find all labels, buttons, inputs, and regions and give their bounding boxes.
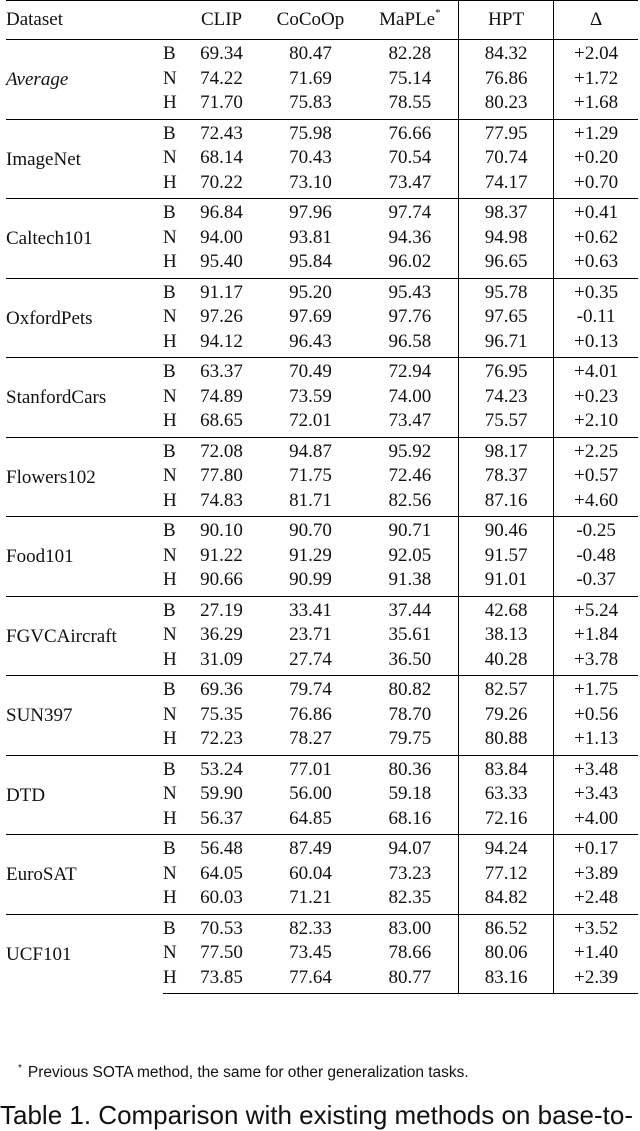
split-label: H bbox=[162, 807, 177, 829]
dataset-group bbox=[6, 358, 638, 438]
cell-delta: +0.56 bbox=[574, 703, 619, 725]
cell-delta: +0.41 bbox=[554, 199, 638, 226]
cell-delta: -0.11 bbox=[576, 306, 616, 327]
cell-cocoop: 80.47 bbox=[289, 43, 332, 64]
split-label: N bbox=[162, 67, 177, 89]
split-label: H bbox=[162, 648, 177, 670]
cell-maple: 80.36 bbox=[362, 755, 459, 782]
cell-cocoop: 95.84 bbox=[289, 251, 332, 272]
cell-clip: 74.89 bbox=[200, 385, 243, 407]
cell-delta: +5.24 bbox=[554, 596, 638, 623]
cell-hpt: 96.65 bbox=[459, 250, 554, 278]
cell-cocoop: 79.74 bbox=[259, 676, 362, 703]
cell-delta: +0.13 bbox=[574, 330, 619, 352]
header-dataset: Dataset bbox=[6, 1, 163, 40]
cell-clip: 72.08 bbox=[184, 437, 259, 464]
cell-clip: 36.29 bbox=[200, 624, 243, 645]
dataset-group bbox=[6, 437, 638, 517]
cell-maple: 96.02 bbox=[388, 251, 432, 272]
cell-maple: 35.61 bbox=[388, 624, 432, 645]
cell-delta: +0.57 bbox=[574, 465, 619, 486]
cell-clip: 91.22 bbox=[200, 544, 243, 566]
cell-hpt: 40.28 bbox=[459, 648, 554, 676]
cell-cocoop: 82.33 bbox=[259, 914, 362, 941]
footnote-text: Previous SOTA method, the same for other generalization tasks. bbox=[27, 1064, 469, 1081]
cell-maple: 68.16 bbox=[388, 807, 432, 829]
cell-clip: 74.83 bbox=[200, 489, 243, 511]
table-row bbox=[6, 914, 638, 941]
dataset-name: Flowers102 bbox=[6, 437, 163, 517]
cell-maple: 94.36 bbox=[388, 226, 432, 248]
cell-maple: 80.82 bbox=[362, 676, 459, 703]
split-label: H bbox=[162, 728, 177, 749]
cell-hpt: 84.82 bbox=[459, 886, 554, 914]
cell-clip: 27.19 bbox=[184, 596, 259, 623]
table-row bbox=[6, 199, 638, 226]
cell-hpt: 91.01 bbox=[459, 568, 554, 596]
split-label: B bbox=[162, 43, 176, 64]
cell-maple: 96.58 bbox=[388, 330, 432, 352]
split-label: N bbox=[162, 385, 177, 407]
cell-cocoop: 27.74 bbox=[289, 648, 332, 670]
cell-hpt: 63.33 bbox=[459, 782, 554, 807]
dataset-group bbox=[6, 40, 638, 120]
cell-maple: 73.47 bbox=[388, 171, 432, 193]
cell-clip: 77.50 bbox=[200, 942, 243, 963]
cell-delta: -0.25 bbox=[554, 517, 638, 544]
split-label: B bbox=[163, 119, 184, 146]
split-label: H bbox=[162, 330, 177, 352]
cell-clip: 91.17 bbox=[184, 278, 259, 305]
cell-clip: 90.66 bbox=[200, 569, 243, 590]
table-row bbox=[6, 40, 638, 67]
split-label: N bbox=[162, 465, 177, 486]
cell-maple: 83.00 bbox=[362, 914, 459, 941]
cell-cocoop: 70.43 bbox=[289, 147, 332, 168]
cell-maple: 74.00 bbox=[388, 385, 432, 407]
split-label: H bbox=[162, 171, 177, 193]
footnote-mark: * bbox=[18, 1063, 22, 1074]
cell-clip: 77.80 bbox=[200, 465, 243, 486]
cell-delta: -0.37 bbox=[576, 569, 616, 590]
cell-maple: 76.66 bbox=[362, 119, 459, 146]
cell-delta: +4.00 bbox=[574, 807, 619, 829]
cell-clip: 69.34 bbox=[200, 43, 243, 64]
split-label: N bbox=[162, 624, 177, 645]
cell-cocoop: 81.71 bbox=[289, 489, 332, 511]
split-label: H bbox=[163, 966, 184, 994]
cell-cocoop: 77.01 bbox=[259, 755, 362, 782]
cell-delta: +2.10 bbox=[574, 410, 619, 431]
cell-maple: 95.92 bbox=[362, 437, 459, 464]
dataset-group bbox=[6, 755, 638, 835]
cell-maple: 95.43 bbox=[362, 278, 459, 305]
cell-delta: +3.43 bbox=[574, 783, 619, 804]
header-maple-mark: * bbox=[435, 6, 441, 19]
cell-delta: +1.29 bbox=[554, 119, 638, 146]
cell-cocoop: 95.20 bbox=[259, 278, 362, 305]
table-row bbox=[6, 517, 638, 544]
cell-maple: 90.71 bbox=[362, 517, 459, 544]
dataset-group bbox=[6, 676, 638, 756]
cell-delta: +3.78 bbox=[574, 648, 619, 670]
cell-clip: 70.22 bbox=[200, 171, 243, 193]
header-hpt: HPT bbox=[459, 1, 554, 40]
split-label: B bbox=[163, 437, 184, 464]
cell-delta: +0.23 bbox=[574, 385, 619, 407]
cell-cocoop: 60.04 bbox=[289, 862, 332, 884]
split-label: N bbox=[162, 544, 177, 566]
header-maple bbox=[362, 1, 459, 40]
split-label: B bbox=[163, 199, 184, 226]
cell-hpt: 78.37 bbox=[459, 464, 554, 489]
split-label: B bbox=[163, 755, 184, 782]
cell-cocoop: 23.71 bbox=[289, 624, 332, 645]
cell-clip: 69.36 bbox=[184, 676, 259, 703]
cell-cocoop: 87.49 bbox=[259, 835, 362, 862]
cell-hpt: 38.13 bbox=[459, 623, 554, 648]
split-label: B bbox=[163, 914, 184, 941]
cell-hpt: 98.17 bbox=[459, 437, 554, 464]
cell-cocoop: 73.10 bbox=[289, 171, 332, 193]
table-row bbox=[6, 676, 638, 703]
cell-cocoop: 73.45 bbox=[289, 942, 332, 963]
cell-delta: +4.60 bbox=[574, 489, 619, 511]
split-label: B bbox=[163, 835, 184, 862]
cell-maple: 72.94 bbox=[362, 358, 459, 385]
cell-maple: 70.54 bbox=[388, 147, 432, 168]
cell-hpt: 83.84 bbox=[459, 755, 554, 782]
cell-clip: 96.84 bbox=[184, 199, 259, 226]
cell-hpt: 77.95 bbox=[459, 119, 554, 146]
cell-delta: +1.68 bbox=[574, 92, 619, 113]
cell-delta: +1.75 bbox=[554, 676, 638, 703]
cell-cocoop: 97.96 bbox=[259, 199, 362, 226]
footnote bbox=[18, 1064, 469, 1082]
cell-delta: +2.48 bbox=[574, 887, 619, 908]
cell-hpt: 95.78 bbox=[459, 278, 554, 305]
dataset-group bbox=[6, 914, 638, 994]
cell-clip: 94.12 bbox=[200, 330, 243, 352]
split-label: N bbox=[162, 783, 177, 804]
cell-clip: 94.00 bbox=[200, 226, 243, 248]
cell-hpt: 91.57 bbox=[459, 544, 554, 569]
cell-hpt: 86.52 bbox=[459, 914, 554, 941]
cell-hpt: 98.37 bbox=[459, 199, 554, 226]
header-clip: CLIP bbox=[184, 1, 259, 40]
cell-hpt: 82.57 bbox=[459, 676, 554, 703]
cell-clip: 63.37 bbox=[184, 358, 259, 385]
cell-clip: 97.26 bbox=[200, 306, 243, 327]
cell-clip: 59.90 bbox=[200, 783, 243, 804]
cell-hpt: 80.23 bbox=[459, 91, 554, 119]
dataset-name: Average bbox=[6, 69, 69, 90]
split-label: N bbox=[162, 147, 177, 168]
table-row bbox=[6, 437, 638, 464]
cell-clip: 90.10 bbox=[184, 517, 259, 544]
split-label: H bbox=[162, 489, 177, 511]
cell-clip: 64.05 bbox=[200, 862, 243, 884]
cell-cocoop: 73.59 bbox=[289, 385, 332, 407]
table-row bbox=[6, 358, 638, 385]
table-row bbox=[6, 596, 638, 623]
cell-clip: 53.24 bbox=[184, 755, 259, 782]
cell-clip: 71.70 bbox=[200, 92, 243, 113]
dataset-name: UCF101 bbox=[6, 914, 163, 994]
cell-hpt: 90.46 bbox=[459, 517, 554, 544]
split-label: N bbox=[162, 862, 177, 884]
cell-hpt: 77.12 bbox=[459, 862, 554, 887]
header-maple-label: MaPLe bbox=[379, 8, 436, 30]
cell-clip: 31.09 bbox=[200, 648, 243, 670]
cell-maple: 79.75 bbox=[388, 728, 432, 749]
cell-delta: +2.04 bbox=[574, 43, 619, 64]
cell-maple: 78.70 bbox=[388, 703, 432, 725]
table-row bbox=[6, 278, 638, 305]
cell-maple: 73.23 bbox=[388, 862, 432, 884]
cell-maple: 82.28 bbox=[388, 43, 432, 64]
dataset-name: StanfordCars bbox=[6, 358, 163, 438]
cell-clip: 72.43 bbox=[184, 119, 259, 146]
cell-clip: 68.14 bbox=[200, 147, 243, 168]
cell-maple: 78.55 bbox=[388, 92, 432, 113]
cell-delta: +1.72 bbox=[574, 67, 619, 89]
cell-maple: 78.66 bbox=[388, 942, 432, 963]
cell-hpt: 76.86 bbox=[459, 67, 554, 92]
cell-hpt: 75.57 bbox=[459, 409, 554, 437]
cell-delta: +1.40 bbox=[574, 942, 619, 963]
split-label: H bbox=[162, 92, 177, 113]
dataset-group bbox=[6, 835, 638, 915]
cell-maple: 75.14 bbox=[388, 67, 432, 89]
dataset-group bbox=[6, 119, 638, 199]
header-cocoop: CoCoOp bbox=[259, 1, 362, 40]
cell-cocoop: 71.75 bbox=[289, 465, 332, 486]
cell-delta: +1.13 bbox=[574, 728, 619, 749]
cell-maple: 82.56 bbox=[388, 489, 432, 511]
cell-hpt: 79.26 bbox=[459, 703, 554, 728]
dataset-group bbox=[6, 517, 638, 597]
cell-maple: 94.07 bbox=[362, 835, 459, 862]
split-label: B bbox=[163, 676, 184, 703]
cell-cocoop: 97.69 bbox=[289, 306, 332, 327]
cell-hpt: 94.24 bbox=[459, 835, 554, 862]
split-label: N bbox=[162, 942, 177, 963]
cell-delta: +3.52 bbox=[554, 914, 638, 941]
cell-clip: 73.85 bbox=[184, 966, 259, 994]
cell-maple: 80.77 bbox=[362, 966, 459, 994]
split-label: B bbox=[163, 517, 184, 544]
cell-delta: +3.48 bbox=[554, 755, 638, 782]
cell-cocoop: 90.70 bbox=[259, 517, 362, 544]
dataset-name: SUN397 bbox=[6, 676, 163, 756]
cell-maple: 82.35 bbox=[388, 887, 432, 908]
cell-cocoop: 64.85 bbox=[289, 807, 332, 829]
cell-cocoop: 78.27 bbox=[289, 728, 332, 749]
cell-cocoop: 96.43 bbox=[289, 330, 332, 352]
cell-maple: 97.76 bbox=[388, 306, 432, 327]
header-row bbox=[6, 1, 638, 40]
dataset-name: OxfordPets bbox=[6, 278, 163, 358]
cell-maple: 36.50 bbox=[388, 648, 432, 670]
cell-delta: +0.17 bbox=[554, 835, 638, 862]
cell-delta: +0.63 bbox=[574, 251, 619, 272]
cell-hpt: 80.88 bbox=[459, 727, 554, 755]
cell-cocoop: 56.00 bbox=[289, 783, 332, 804]
cell-maple: 37.44 bbox=[362, 596, 459, 623]
cell-delta: +3.89 bbox=[574, 862, 619, 884]
cell-maple: 92.05 bbox=[388, 544, 432, 566]
cell-hpt: 72.16 bbox=[459, 807, 554, 835]
cell-hpt: 97.65 bbox=[459, 305, 554, 330]
dataset-group bbox=[6, 596, 638, 676]
split-label: N bbox=[162, 306, 177, 327]
header-split bbox=[163, 1, 184, 40]
header-delta: Δ bbox=[554, 1, 638, 40]
cell-maple: 59.18 bbox=[388, 783, 432, 804]
dataset-name: EuroSAT bbox=[6, 835, 163, 915]
split-label: B bbox=[163, 278, 184, 305]
table-caption: Table 1. Comparison with existing methods on base-to- bbox=[0, 1100, 633, 1130]
cell-maple: 72.46 bbox=[388, 465, 432, 486]
cell-hpt: 80.06 bbox=[459, 941, 554, 966]
split-label: H bbox=[162, 410, 177, 431]
cell-hpt: 87.16 bbox=[459, 489, 554, 517]
cell-hpt: 70.74 bbox=[459, 146, 554, 171]
cell-cocoop: 76.86 bbox=[289, 703, 332, 725]
cell-delta: +2.25 bbox=[554, 437, 638, 464]
cell-maple: 91.38 bbox=[388, 569, 432, 590]
cell-delta: +0.35 bbox=[554, 278, 638, 305]
cell-delta: +0.70 bbox=[574, 171, 619, 193]
cell-cocoop: 91.29 bbox=[289, 544, 332, 566]
cell-cocoop: 75.83 bbox=[289, 92, 332, 113]
cell-clip: 75.35 bbox=[200, 703, 243, 725]
dataset-group bbox=[6, 199, 638, 279]
cell-delta: +4.01 bbox=[554, 358, 638, 385]
cell-hpt: 76.95 bbox=[459, 358, 554, 385]
cell-hpt: 42.68 bbox=[459, 596, 554, 623]
cell-hpt: 94.98 bbox=[459, 226, 554, 251]
cell-clip: 56.37 bbox=[200, 807, 243, 829]
cell-cocoop: 94.87 bbox=[259, 437, 362, 464]
cell-hpt: 74.23 bbox=[459, 385, 554, 410]
dataset-name: Caltech101 bbox=[6, 199, 163, 279]
cell-delta: +0.62 bbox=[574, 226, 619, 248]
split-label: B bbox=[163, 358, 184, 385]
cell-hpt: 83.16 bbox=[459, 966, 554, 994]
cell-hpt: 96.71 bbox=[459, 330, 554, 358]
cell-cocoop: 93.81 bbox=[289, 226, 332, 248]
cell-clip: 60.03 bbox=[200, 887, 243, 908]
table-row bbox=[6, 755, 638, 782]
cell-clip: 72.23 bbox=[200, 728, 243, 749]
cell-delta: +0.20 bbox=[574, 147, 619, 168]
cell-clip: 95.40 bbox=[200, 251, 243, 272]
cell-maple: 97.74 bbox=[362, 199, 459, 226]
dataset-name: ImageNet bbox=[6, 119, 163, 199]
cell-clip: 74.22 bbox=[200, 67, 243, 89]
split-label: H bbox=[162, 887, 177, 908]
dataset-group bbox=[6, 278, 638, 358]
cell-hpt: 84.32 bbox=[459, 40, 554, 67]
cell-cocoop: 72.01 bbox=[289, 410, 332, 431]
cell-clip: 68.65 bbox=[200, 410, 243, 431]
table-row bbox=[6, 119, 638, 146]
cell-cocoop: 77.64 bbox=[259, 966, 362, 994]
cell-clip: 70.53 bbox=[184, 914, 259, 941]
cell-maple: 73.47 bbox=[388, 410, 432, 431]
cell-cocoop: 71.21 bbox=[289, 887, 332, 908]
results-table bbox=[6, 0, 638, 994]
split-label: N bbox=[162, 703, 177, 725]
cell-delta: +2.39 bbox=[554, 966, 638, 994]
cell-hpt: 74.17 bbox=[459, 171, 554, 199]
dataset-name: DTD bbox=[6, 755, 163, 835]
split-label: H bbox=[162, 251, 177, 272]
split-label: B bbox=[163, 596, 184, 623]
cell-delta: +1.84 bbox=[574, 624, 619, 645]
cell-cocoop: 71.69 bbox=[289, 67, 332, 89]
cell-cocoop: 33.41 bbox=[259, 596, 362, 623]
split-label: N bbox=[162, 226, 177, 248]
cell-cocoop: 70.49 bbox=[259, 358, 362, 385]
dataset-name: FGVCAircraft bbox=[6, 596, 163, 676]
cell-cocoop: 75.98 bbox=[259, 119, 362, 146]
cell-clip: 56.48 bbox=[184, 835, 259, 862]
cell-cocoop: 90.99 bbox=[289, 569, 332, 590]
cell-delta: -0.48 bbox=[576, 544, 616, 566]
dataset-name: Food101 bbox=[6, 517, 163, 597]
table-row bbox=[6, 835, 638, 862]
split-label: H bbox=[162, 569, 177, 590]
